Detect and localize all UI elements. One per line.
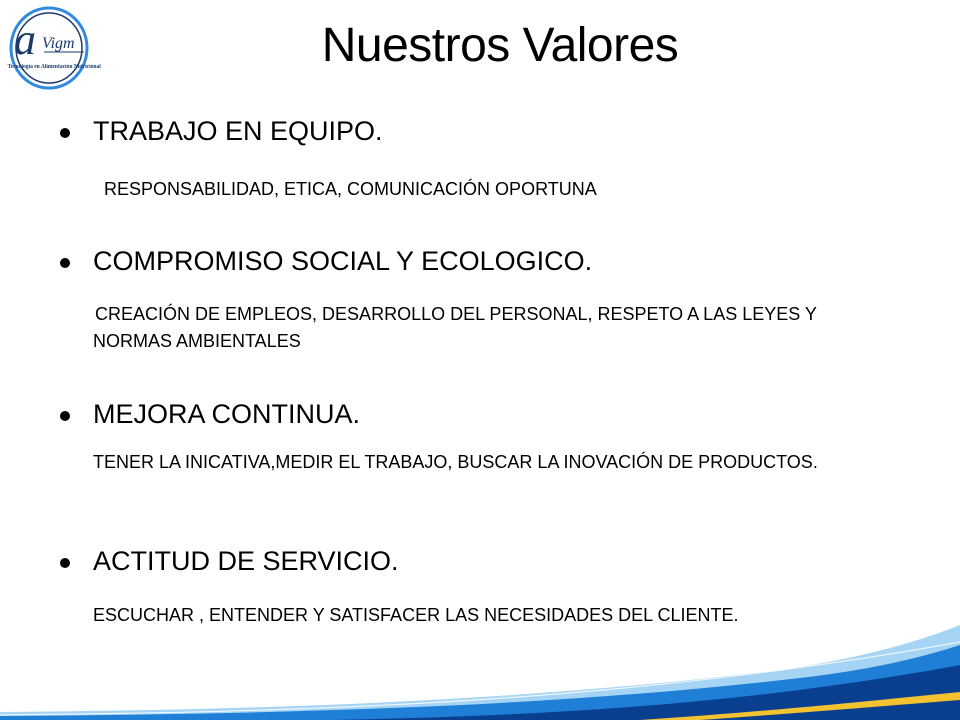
slide-title: Nuestros Valores	[321, 19, 679, 72]
value-detail: ESCUCHAR , ENTENDER Y SATISFACER LAS NECESIDADES DEL CLIENTE.	[93, 605, 739, 625]
value-detail: RESPONSABILIDAD, ETICA, COMUNICACIÓN OPORTUNA	[104, 179, 597, 199]
value-detail: TENER LA INICATIVA,MEDIR EL TRABAJO, BUSCAR LA INOVACIÓN DE PRODUCTOS.	[93, 452, 818, 472]
bullet-icon	[60, 558, 70, 568]
value-heading: MEJORA CONTINUA.	[93, 399, 361, 429]
bullet-icon	[60, 128, 70, 138]
bullet-icon	[60, 258, 70, 268]
value-heading: TRABAJO EN EQUIPO.	[93, 116, 383, 146]
value-heading: ACTITUD DE SERVICIO.	[93, 546, 399, 576]
bullet-icon	[60, 411, 70, 421]
svg-text:a: a	[14, 15, 36, 64]
logo-tagline: Tecnología en Alimentación Nutricional	[7, 64, 101, 70]
value-heading: COMPROMISO SOCIAL Y ECOLOGICO.	[93, 246, 593, 276]
bottom-wave-decoration	[0, 620, 960, 720]
value-detail: CREACIÓN DE EMPLEOS, DESARROLLO DEL PERSONAL, RESPETO A LAS LEYES Y NORMAS AMBIENTALES	[93, 304, 817, 351]
svg-text:Vigm: Vigm	[42, 35, 75, 52]
